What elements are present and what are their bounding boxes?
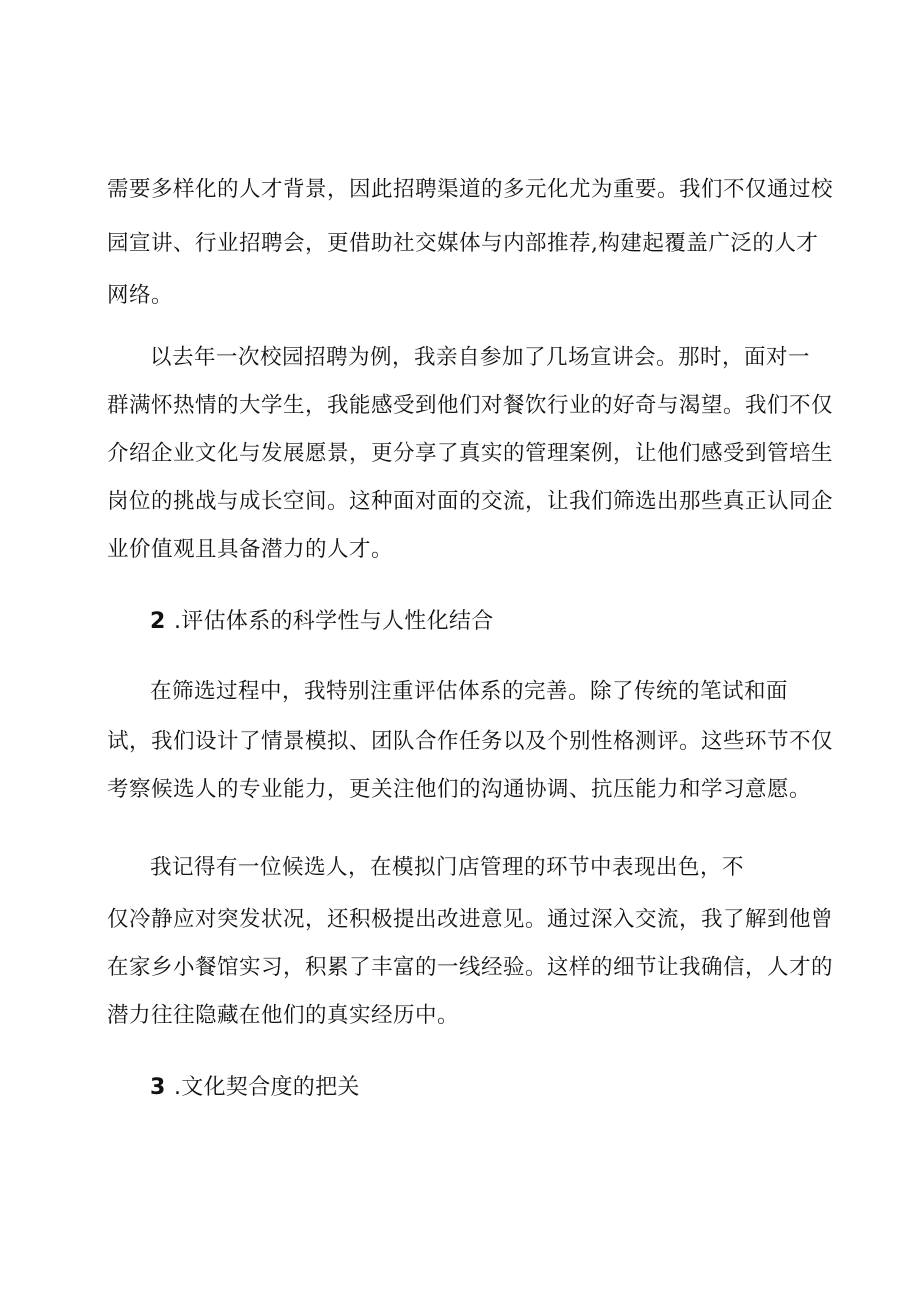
paragraph-1-line-2: 园宣讲、行业招聘会，更借助社交媒体与内部推荐,构建起覆盖广泛的人才: [107, 231, 819, 256]
paragraph-2-line-5: 业价值观且具备潜力的人才。: [107, 537, 394, 562]
paragraph-2-line-4: 岗位的挑战与成长空间。这种面对面的交流，让我们筛选出那些真正认同企: [107, 489, 834, 514]
section-heading-2-number: 2: [150, 609, 166, 634]
section-heading-3-title: .文化契合度的把关: [174, 1075, 360, 1100]
paragraph-1-line-1: 需要多样化的人才背景，因此招聘渠道的多元化尤为重要。我们不仅通过校: [107, 177, 834, 202]
paragraph-4-line-2: 仅冷静应对突发状况，还积极提出改进意见。通过深入交流，我了解到他曾: [107, 907, 834, 932]
paragraph-2-line-3: 介绍企业文化与发展愿景，更分享了真实的管理案例，让他们感受到管培生: [107, 441, 834, 466]
paragraph-2-line-2: 群满怀热情的大学生，我能感受到他们对餐饮行业的好奇与渴望。我们不仅: [107, 393, 834, 418]
paragraph-1-line-3: 网络。: [107, 283, 174, 308]
section-heading-3: [150, 1072, 360, 1104]
paragraph-3-line-3: 考察候选人的专业能力，更关注他们的沟通协调、抗压能力和学习意愿。: [107, 777, 812, 802]
paragraph-4-line-3: 在家乡小餐馆实习，积累了丰富的一线经验。这样的细节让我确信，人才的: [107, 955, 834, 980]
section-heading-2-title: .评估体系的科学性与人性化结合: [174, 609, 494, 634]
paragraph-3-line-2: 试，我们设计了情景模拟、团队合作任务以及个别性格测评。这些环节不仅: [107, 729, 834, 754]
paragraph-4-line-4: 潜力往往隐藏在他们的真实经历中。: [107, 1003, 460, 1028]
section-heading-2: [150, 606, 494, 638]
paragraph-2-line-1: 以去年一次校园招聘为例，我亲自参加了几场宣讲会。那时，面对一: [150, 345, 811, 370]
paragraph-4-line-1: 我记得有一位候选人，在模拟门店管理的环节中表现出色，不: [150, 855, 745, 880]
paragraph-3-line-1: 在筛选过程中，我特别注重评估体系的完善。除了传统的笔试和面: [150, 679, 789, 704]
section-heading-3-number: 3: [150, 1075, 166, 1100]
